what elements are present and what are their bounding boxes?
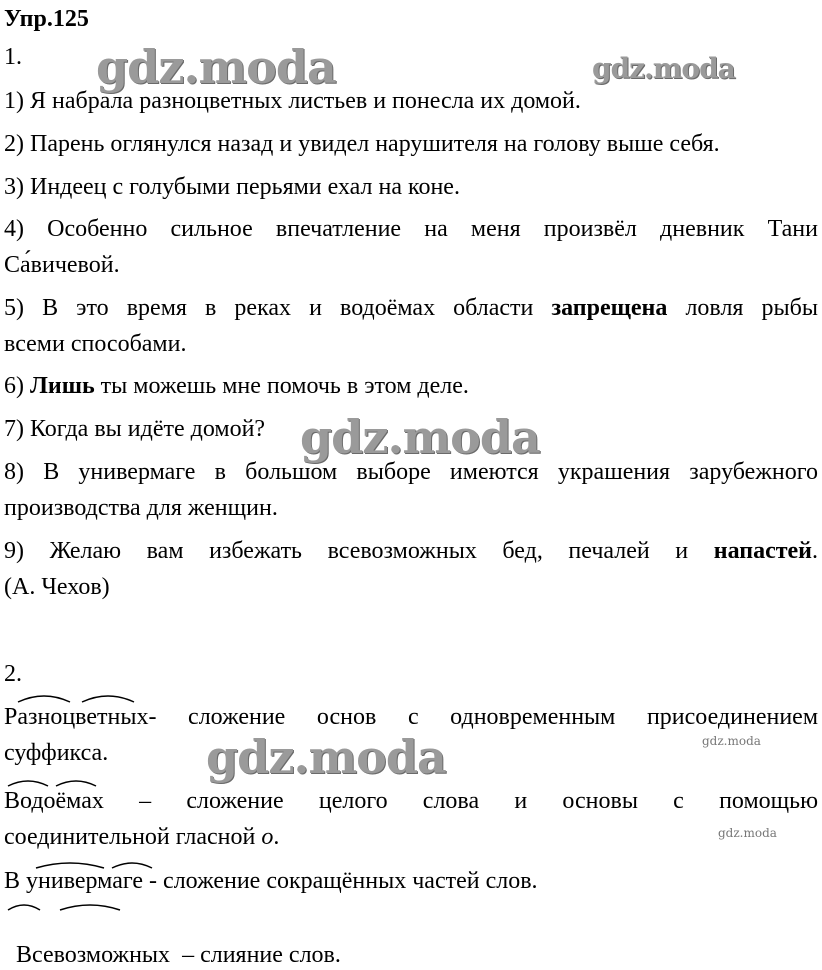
sentence-4-line2: Са́вичевой.	[4, 252, 120, 278]
sentence-9-text-end: .	[812, 538, 818, 564]
word-2-explanation: – сложение целого слова и основы с помощью	[103, 788, 818, 814]
word-4-line	[4, 910, 818, 970]
watermark-logo: gdz.moda	[702, 734, 761, 748]
sentence-5-text: 5) В это время в реках и водоёмах области	[4, 295, 552, 321]
sentence-7: 7) Когда вы идёте домой?	[4, 416, 266, 442]
word-2-line1	[4, 786, 818, 816]
sentence-5-line2: всеми способами.	[4, 331, 187, 357]
word-2-line2	[4, 822, 818, 852]
word-1: Разноцветных	[4, 704, 149, 730]
sentence-5-line1	[4, 293, 818, 323]
part1-label: 1.	[4, 44, 22, 70]
word-3: универмаге	[26, 868, 144, 894]
watermark-logo: gdz.moda	[592, 52, 735, 85]
watermark-logo: gdz.moda	[300, 410, 540, 464]
sentence-3: 3) Индеец с голубыми перьями ехал на коне.	[4, 174, 460, 200]
sentence-2: 2) Парень оглянулся назад и увидел нарушителя на голову выше себя.	[4, 131, 720, 157]
sentence-5-text-end: ловля рыбы	[667, 295, 819, 321]
sentence-8-line2: производства для женщин.	[4, 495, 278, 521]
word-1-line1	[4, 702, 818, 732]
sentence-5-bold-word: запрещена	[551, 295, 668, 321]
sentence-4-line1: 4) Особенно сильное впечатление на меня произвёл дневник Тани	[4, 216, 818, 242]
sentence-1: 1) Я набрала разноцветных листьев и понесла их домой.	[4, 88, 581, 114]
word-4: Всевозможных	[16, 942, 171, 968]
word-1-explanation: - сложение основ с одновременным присоединением	[148, 704, 818, 730]
sentence-6-bold-word: Лишь	[30, 373, 95, 399]
sentence-9-text: 9) Желаю вам избежать всевозможных бед, печалей и	[4, 538, 714, 564]
word-2: Водоёмах	[4, 788, 104, 814]
word-3-line	[4, 866, 818, 896]
watermark-logo: gdz.moda	[206, 730, 446, 784]
part2-label: 2.	[4, 661, 22, 687]
watermark-logo: gdz.moda	[96, 40, 336, 94]
word-2-explanation-end: соединительной гласной	[4, 824, 262, 850]
word-4-explanation: – слияние слов.	[170, 942, 341, 968]
sentence-6-text: ты можешь мне помочь в этом деле.	[94, 373, 469, 399]
sentence-6: 6) Лишь ты можешь мне помочь в этом деле.	[4, 373, 469, 399]
sentence-9-line2: (А. Чехов)	[4, 574, 110, 600]
connecting-vowel: о	[261, 824, 274, 850]
exercise-title: Упр.125	[4, 6, 89, 32]
word-1-line2: суффикса.	[4, 740, 109, 766]
sentence-8-line1: 8) В универмаге в большом выборе имеются украшения зарубежного	[4, 459, 818, 485]
watermark-logo: gdz.moda	[718, 826, 777, 840]
word-3-preposition: В	[4, 868, 27, 894]
sentence-9-bold-word: напастей	[713, 538, 812, 564]
word-3-explanation: - сложение сокращённых частей слов.	[143, 868, 538, 894]
sentence-9-line1	[4, 536, 818, 566]
word-2-period: .	[273, 824, 280, 850]
